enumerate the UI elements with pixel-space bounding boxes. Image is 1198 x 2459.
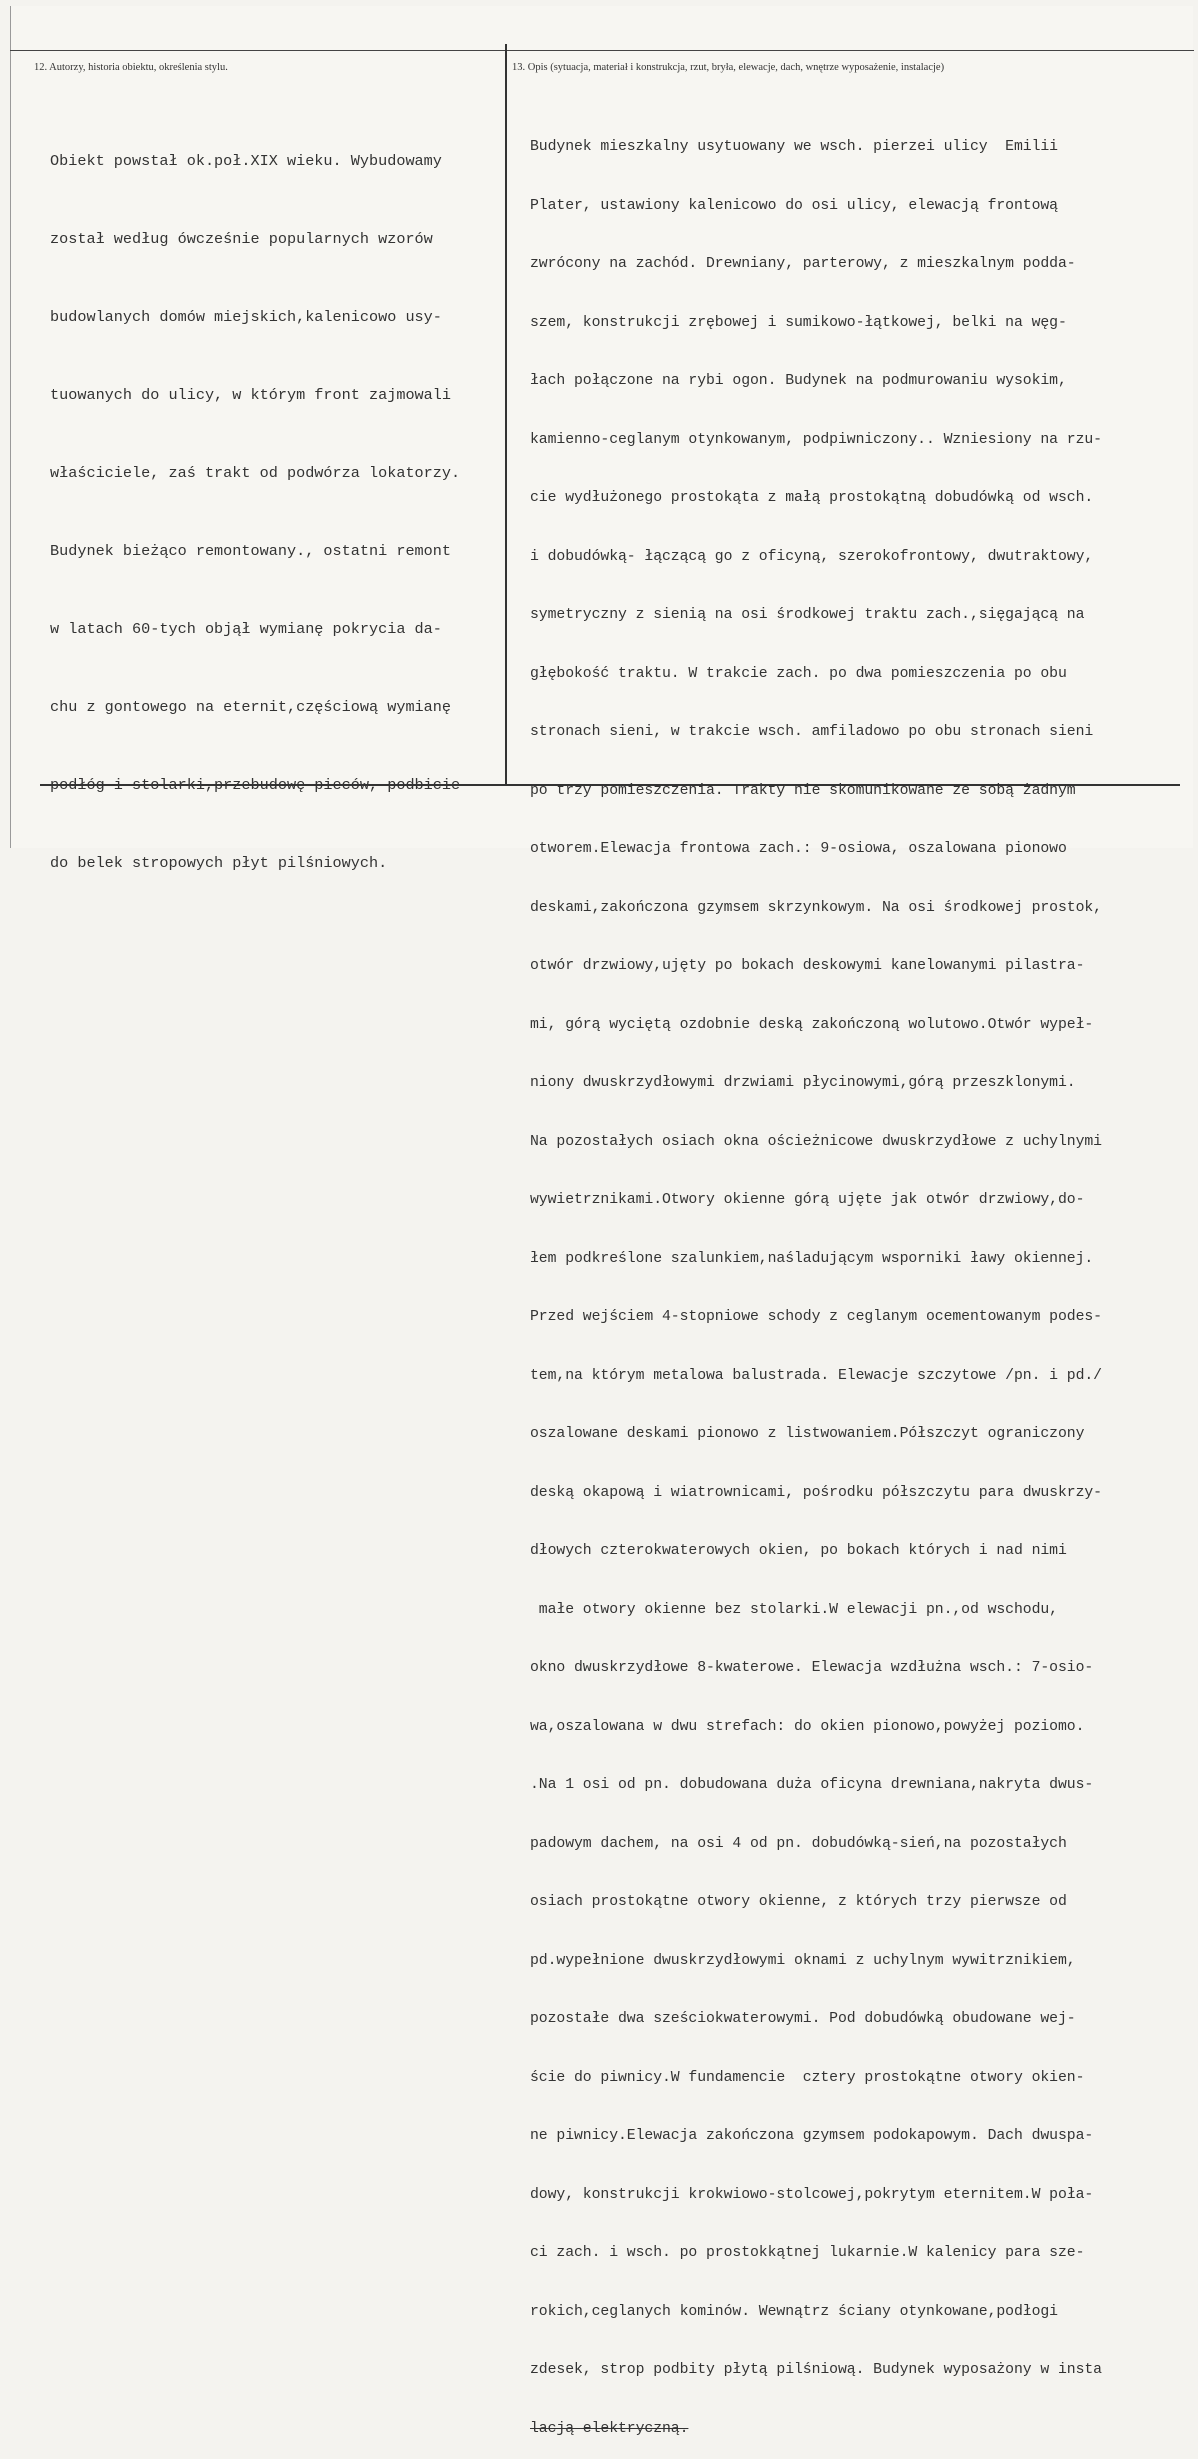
column-divider [505,44,507,786]
description-line: ne piwnicy.Elewacja zakończona gzymsem podokapowym. Dach dwuspa- [530,2128,1094,2144]
description-line: tem,na którym metalowa balustrada. Elewacje szczytowe /pn. i pd./ [530,1367,1102,1384]
description-line: i dobudówką- łączącą go z oficyną, szerokofrontowy, dwutraktowy, [530,548,1094,565]
section-12-header: 12. Autorzy, historia obiektu, określenia stylu. [34,62,228,73]
description-line: okno dwuskrzydłowe 8-kwaterowe. Elewacja wzdłużna wsch.: 7-osio- [530,1660,1094,1676]
description-line: po trzy pomieszczenia. Trakty nie skomunikowane ze sobą żadnym [530,782,1076,799]
history-line: został według ówcześnie popularnych wzorów [50,230,433,248]
description-line: deskami,zakończona gzymsem skrzynkowym. Na osi środkowej prostok, [530,899,1102,916]
history-line: podłóg i stolarki,przebudowę pieców, podbicie [50,776,461,794]
description-line-struck: lacją elektryczną. [530,2420,689,2437]
description-line: małe otwory okienne bez stolarki.W elewacji pn.,od wschodu, [530,1601,1058,1618]
description-line: Na pozostałych osiach okna ościeżnicowe dwuskrzydłowe z uchylnymi [530,1133,1102,1150]
history-line: Obiekt powstał ok.poł.XIX wieku. Wybudowamy [50,152,442,170]
history-line: do belek stropowych płyt pilśniowych. [50,854,388,872]
description-line: rokich,ceglanych kominów. Wewnątrz ściany otynkowane,podłogi [530,2303,1058,2320]
description-line: wa,oszalowana w dwu strefach: do okien pionowo,powyżej poziomo. [530,1718,1085,1735]
description-line: mi, górą wyciętą ozdobnie deską zakończoną wolutowo.Otwór wypeł- [530,1016,1094,1033]
description-line: ście do piwnicy.W fundamencie cztery prostokątne otwory okien- [530,2069,1085,2086]
description-line: symetryczny z sienią na osi środkowej traktu zach.,sięgającą na [530,607,1085,623]
description-line: kamienno-ceglanym otynkowanym, podpiwniczony.. Wzniesiony na rzu- [530,431,1102,448]
description-line: łach połączone na rybi ogon. Budynek na podmurowaniu wysokim, [530,373,1067,389]
description-line: deską okapową i wiatrownicami, pośrodku półszczytu para dwuskrzy- [530,1484,1102,1501]
description-line: otworem.Elewacja frontowa zach.: 9-osiowa, oszalowana pionowo [530,841,1067,857]
description-line: pd.wypełnione dwuskrzydłowymi oknami z uchylnym wywitrznikiem, [530,1952,1076,1969]
description-text [530,99,1102,2459]
description-line: padowym dachem, na osi 4 od pn. dobudówką-sień,na pozostałych [530,1835,1067,1852]
description-line: otwór drzwiowy,ujęty po bokach deskowymi kanelowanymi pilastra- [530,958,1085,974]
history-line: w latach 60-tych objął wymianę pokrycia da- [50,620,442,638]
description-line: zdesek, strop podbity płytą pilśniową. Budynek wyposażony w insta [530,2362,1102,2378]
history-line: właściciele, zaś trakt od podwórza lokatorzy. [50,464,461,482]
description-line: dłowych czterokwaterowych okien, po bokach których i nad nimi [530,1543,1067,1559]
history-text [50,96,460,902]
history-line: chu z gontowego na eternit,częściową wymianę [50,698,452,716]
description-line: zwrócony na zachód. Drewniany, parterowy, z mieszkalnym podda- [530,256,1076,272]
description-line: ci zach. i wsch. po prostokkątnej lukarnie.W kalenicy para sze- [530,2245,1085,2261]
description-line: pozostałe dwa sześciokwaterowymi. Pod dobudówką obudowane wej- [530,2011,1076,2027]
history-line: tuowanych do ulicy, w którym front zajmowali [50,386,452,404]
description-line: niony dwuskrzydłowymi drzwiami płycinowymi,górą przeszklonymi. [530,1075,1076,1091]
description-line: cie wydłużonego prostokąta z małą prostokątną dobudówką od wsch. [530,490,1094,506]
description-line: Plater, ustawiony kalenicowo do osi ulicy, elewacją frontową [530,197,1058,214]
description-line: łem podkreślone szalunkiem,naśladującym wsporniki ławy okiennej. [530,1250,1094,1267]
description-line: osiach prostokątne otwory okienne, z których trzy pierwsze od [530,1894,1067,1910]
description-line: głębokość traktu. W trakcie zach. po dwa pomieszczenia po obu [530,665,1067,682]
top-rule [10,50,1194,51]
description-line: szem, konstrukcji zrębowej i sumikowo-łątkowej, belki na węg- [530,314,1067,331]
description-line: Budynek mieszkalny usytuowany we wsch. pierzei ulicy Emilii [530,139,1058,155]
section-13-header: 13. Opis (sytuacja, materiał i konstrukcja, rzut, bryła, elewacje, dach, wnętrze wyposażenie, instalacje) [512,62,945,73]
description-line: Przed wejściem 4-stopniowe schody z ceglanym ocementowanym podes- [530,1309,1102,1325]
description-line: oszalowane deskami pionowo z listwowaniem.Półszczyt ograniczony [530,1426,1085,1442]
history-line: budowlanych domów miejskich,kalenicowo usy- [50,308,442,326]
description-line: .Na 1 osi od pn. dobudowana duża oficyna drewniana,nakryta dwus- [530,1777,1094,1793]
description-line: wywietrznikami.Otwory okienne górą ujęte jak otwór drzwiowy,do- [530,1192,1085,1208]
history-line: Budynek bieżąco remontowany., ostatni remont [50,542,452,560]
description-line: stronach sieni, w trakcie wsch. amfiladowo po obu stronach sieni [530,724,1094,740]
description-line: dowy, konstrukcji krokwiowo-stolcowej,pokrytym eternitem.W poła- [530,2186,1094,2203]
